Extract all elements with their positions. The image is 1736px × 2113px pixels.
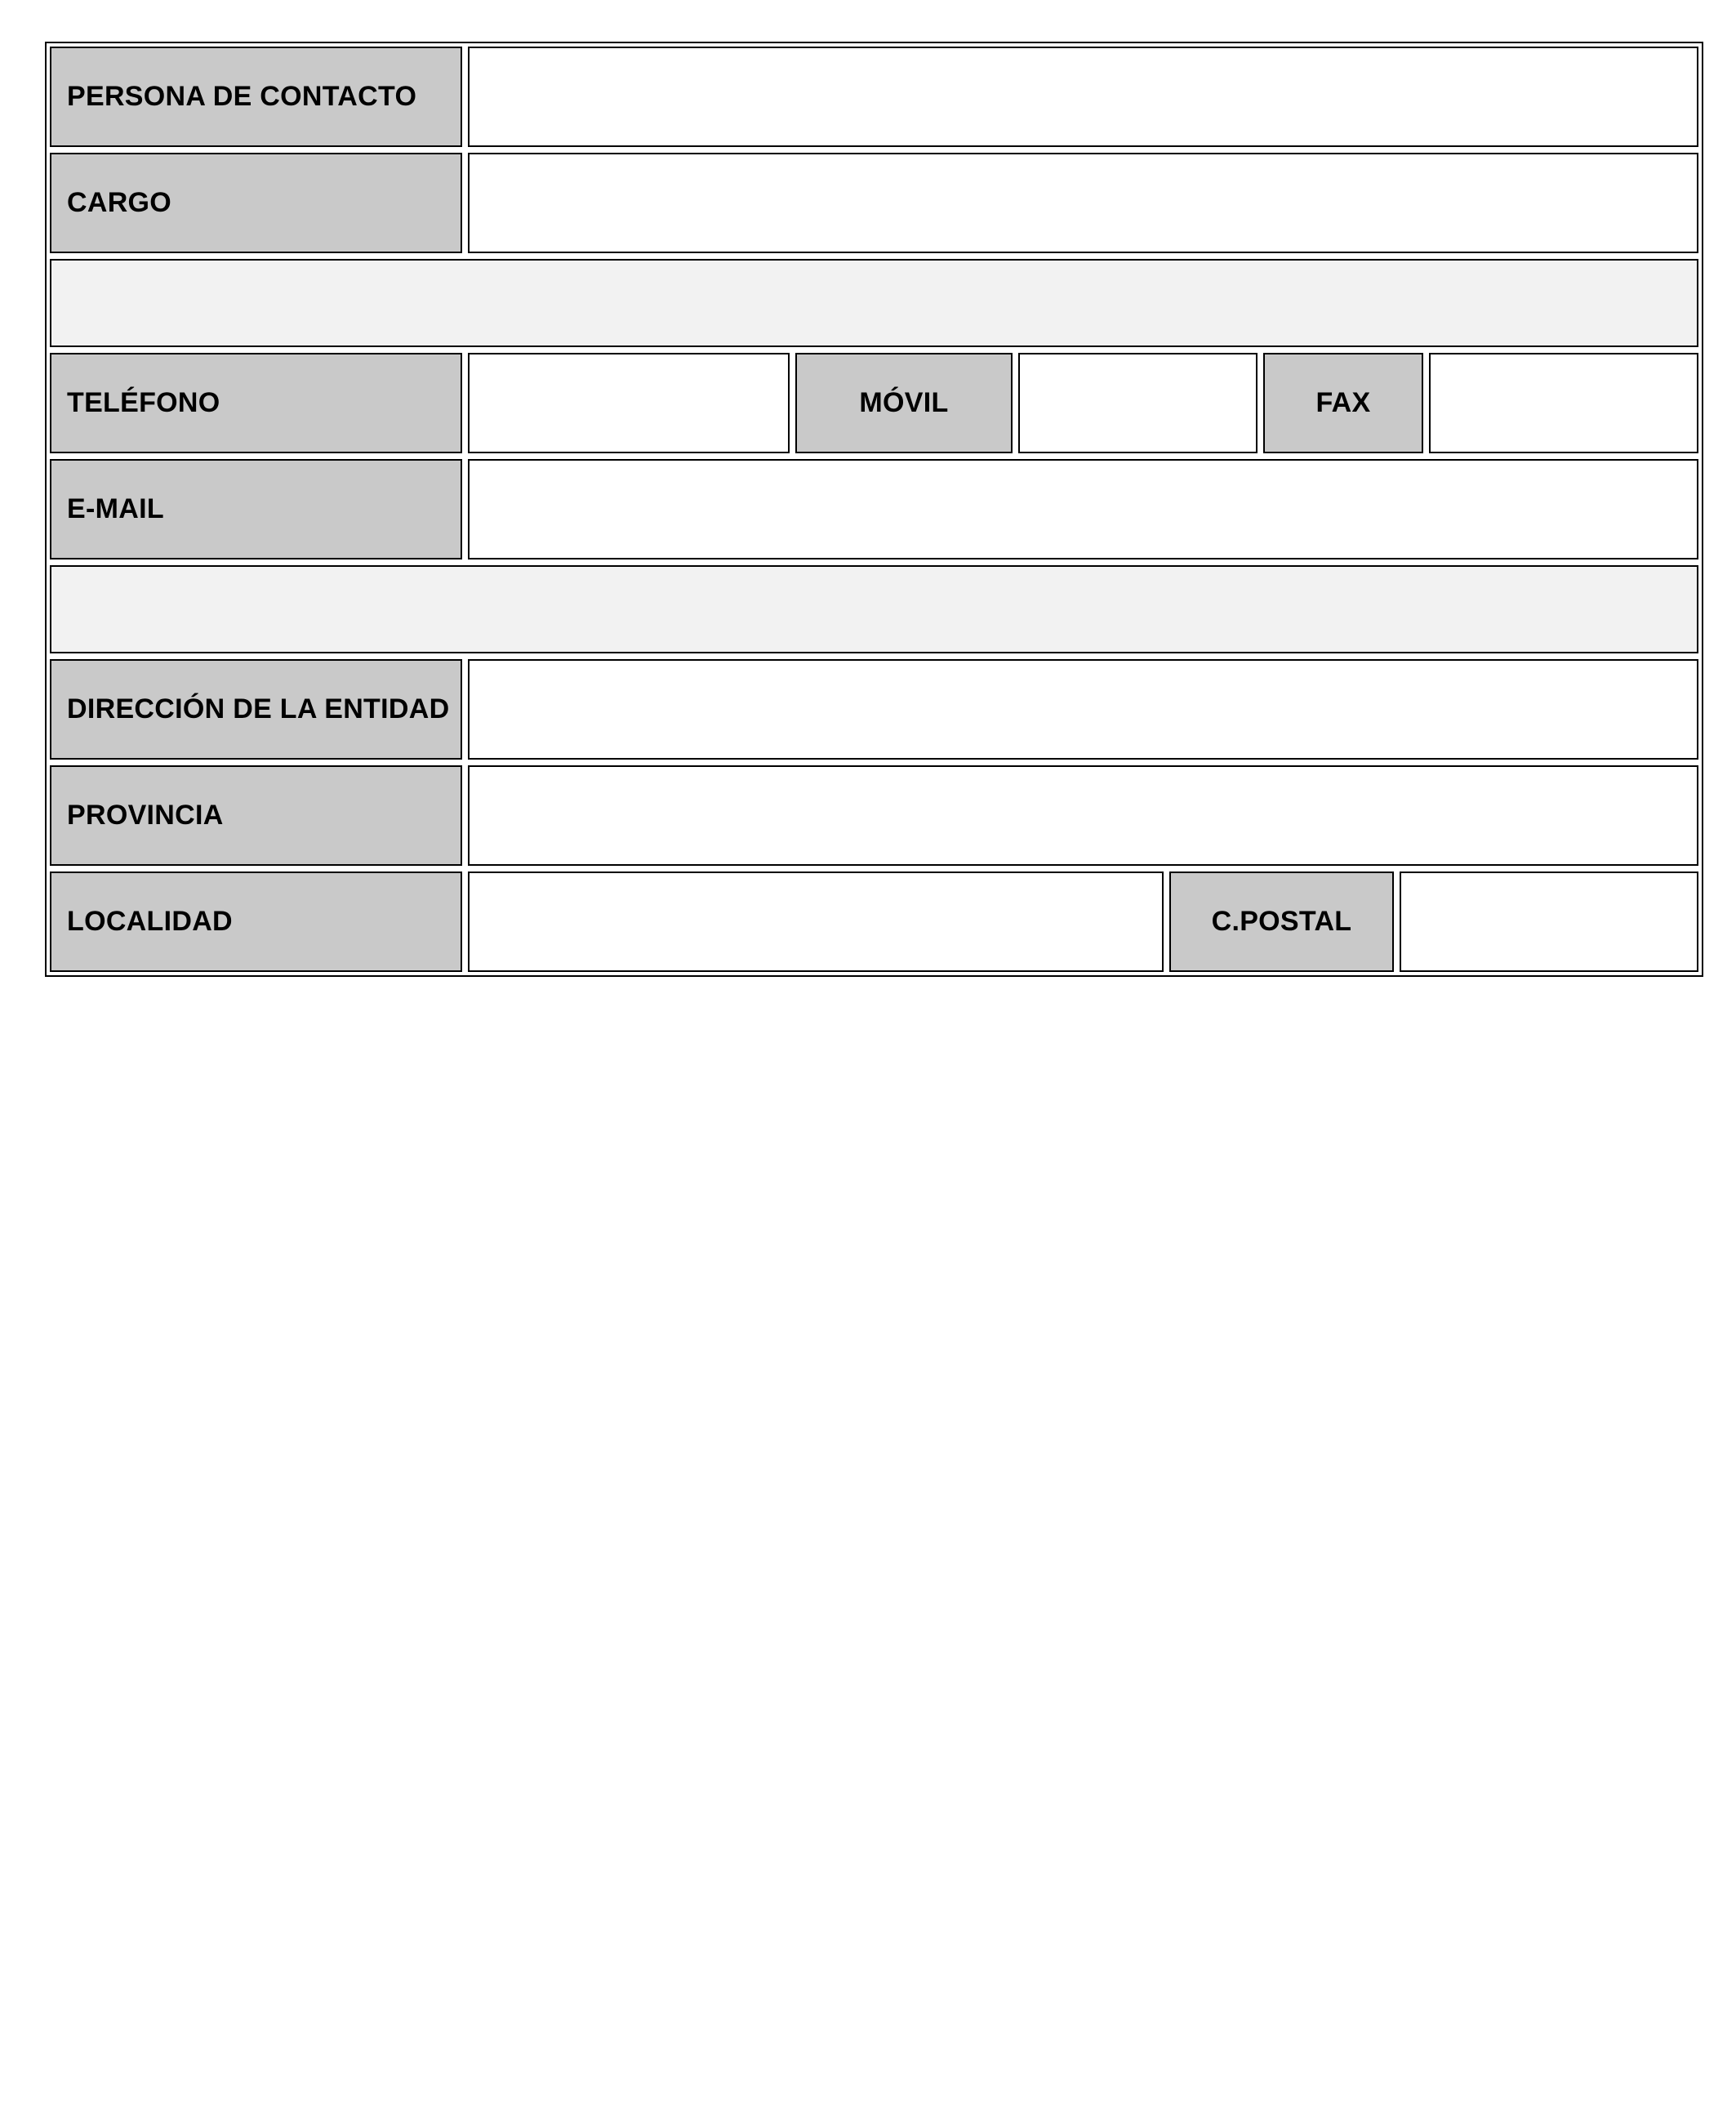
- row-telefono-movil-fax: [50, 353, 1698, 453]
- movil-label: MÓVIL: [859, 387, 949, 419]
- spacer-cell-2: [50, 565, 1698, 653]
- fax-input[interactable]: [1429, 353, 1698, 453]
- cargo-label: CARGO: [67, 187, 172, 219]
- provincia-input[interactable]: [468, 765, 1698, 866]
- localidad-input[interactable]: [468, 872, 1164, 972]
- row-cargo: [50, 153, 1698, 253]
- row-localidad-cpostal: [50, 872, 1698, 972]
- row-persona-de-contacto: [50, 47, 1698, 147]
- cpostal-label-cell: [1169, 872, 1394, 972]
- telefono-input[interactable]: [468, 353, 790, 453]
- provincia-label: PROVINCIA: [67, 800, 224, 831]
- row-spacer-1: [50, 259, 1698, 347]
- cpostal-label: C.POSTAL: [1211, 906, 1352, 938]
- direccion-input[interactable]: [468, 659, 1698, 760]
- email-input[interactable]: [468, 459, 1698, 559]
- row-spacer-2: [50, 565, 1698, 653]
- contact-form-table: [45, 42, 1703, 977]
- movil-input[interactable]: [1018, 353, 1257, 453]
- direccion-label-cell: [50, 659, 462, 760]
- telefono-label-cell: [50, 353, 462, 453]
- email-label: E-MAIL: [67, 493, 164, 525]
- fax-label: FAX: [1315, 387, 1371, 419]
- row-email: [50, 459, 1698, 559]
- row-direccion: [50, 659, 1698, 760]
- persona-de-contacto-label-cell: [50, 47, 462, 147]
- localidad-label: LOCALIDAD: [67, 906, 233, 938]
- localidad-label-cell: [50, 872, 462, 972]
- fax-label-cell: [1263, 353, 1423, 453]
- email-label-cell: [50, 459, 462, 559]
- cpostal-input[interactable]: [1400, 872, 1698, 972]
- persona-de-contacto-input[interactable]: [468, 47, 1698, 147]
- row-provincia: [50, 765, 1698, 866]
- direccion-label: DIRECCIÓN DE LA ENTIDAD: [67, 693, 450, 725]
- telefono-label: TELÉFONO: [67, 387, 220, 419]
- provincia-label-cell: [50, 765, 462, 866]
- persona-de-contacto-label: PERSONA DE CONTACTO: [67, 81, 417, 113]
- cargo-label-cell: [50, 153, 462, 253]
- spacer-cell-1: [50, 259, 1698, 347]
- cargo-input[interactable]: [468, 153, 1698, 253]
- movil-label-cell: [795, 353, 1013, 453]
